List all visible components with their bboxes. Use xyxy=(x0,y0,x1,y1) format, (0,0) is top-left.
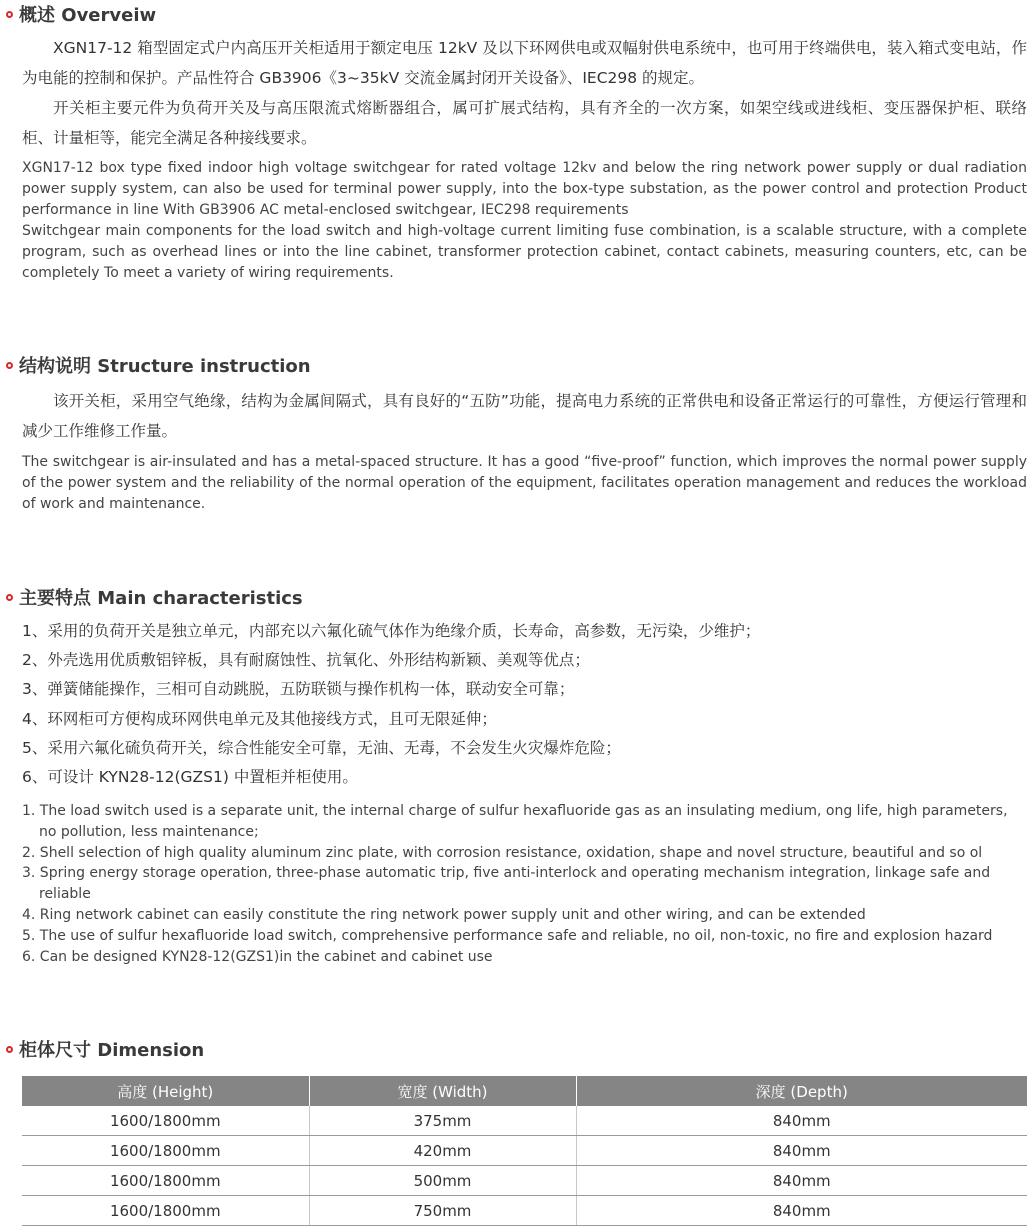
circle-bullet-icon xyxy=(6,594,13,601)
structure-en-paragraph: The switchgear is air-insulated and has a metal-spaced structure. It has a good “five-proof” function, which improves the normal power supply of the power system and the reliability of the normal operation of the equipment, facilitates operation management and reduces the workload of work and maintenance. xyxy=(22,454,1027,512)
cell-height: 1600/1800mm xyxy=(22,1106,309,1136)
dimension-heading-text: 柜体尺寸 Dimension xyxy=(19,1040,205,1061)
cell-width: 375mm xyxy=(309,1106,576,1136)
structure-zh-text xyxy=(22,386,1027,446)
table-row xyxy=(22,1166,1027,1196)
cell-depth: 840mm xyxy=(576,1136,1027,1166)
overview-heading xyxy=(6,1,156,27)
cell-height: 1600/1800mm xyxy=(22,1166,309,1196)
circle-bullet-icon xyxy=(6,1046,13,1053)
cell-height: 1600/1800mm xyxy=(22,1196,309,1226)
cell-width: 420mm xyxy=(309,1136,576,1166)
cell-height: 1600/1800mm xyxy=(22,1136,309,1166)
circle-bullet-icon xyxy=(6,362,13,369)
list-item: 6、可设计 KYN28-12(GZS1) 中置柜并柜使用。 xyxy=(22,768,358,787)
overview-zh-paragraph: 开关柜主要元件为负荷开关及与高压限流式熔断器组合，属可扩展式结构，具有齐全的一次方案，如架空线或进线柜、变压器保护柜、联络柜、计量柜等，能完全满足各种接线要求。 xyxy=(22,99,1027,147)
table-row xyxy=(22,1136,1027,1166)
overview-en-text xyxy=(22,158,1027,284)
cell-depth: 840mm xyxy=(576,1106,1027,1136)
characteristics-heading xyxy=(6,584,303,610)
list-item: 3. Spring energy storage operation, three-phase automatic trip, five anti-interlock and operating mechanism integration, linkage safe and reliable xyxy=(22,865,991,903)
list-item: 2. Shell selection of high quality aluminum zinc plate, with corrosion resistance, oxidation, shape and novel structure, beautiful and so ol xyxy=(22,844,983,861)
overview-en-paragraph: Switchgear main components for the load switch and high-voltage current limiting fuse combination, is a scalable structure, with a complete program, such as overhead lines or into the line cabinet, transformer protection cabinet, contact cabinets, measuring counters, etc, can be completely To meet a variety of wiring requirements. xyxy=(22,223,1027,281)
list-item: 3、弹簧储能操作，三相可自动跳脱，五防联锁与操作机构一体，联动安全可靠； xyxy=(22,680,575,699)
overview-zh-paragraph: XGN17-12 箱型固定式户内高压开关柜适用于额定电压 12kV 及以下环网供电或双幅射供电系统中，也可用于终端供电，装入箱式变电站，作为电能的控制和保护。产品性符合 GB3906《3~35kV 交流金属封闭开关设备》、IEC298 的规定。 xyxy=(22,39,1027,87)
cell-width: 500mm xyxy=(309,1166,576,1196)
column-header-depth: 深度 (Depth) xyxy=(576,1076,1027,1106)
list-item: 4、环网柜可方便构成环网供电单元及其他接线方式，且可无限延伸； xyxy=(22,709,497,728)
list-item: 6. Can be designed KYN28-12(GZS1)in the cabinet and cabinet use xyxy=(22,948,493,965)
dimension-heading xyxy=(6,1036,204,1062)
structure-heading-text: 结构说明 Structure instruction xyxy=(19,356,311,377)
list-item: 2、外壳选用优质敷铝锌板，具有耐腐蚀性、抗氧化、外形结构新颖、美观等优点； xyxy=(22,651,590,670)
column-header-height: 高度 (Height) xyxy=(22,1076,309,1106)
characteristics-heading-text: 主要特点 Main characteristics xyxy=(19,588,303,609)
column-header-width: 宽度 (Width) xyxy=(309,1076,576,1106)
cell-depth: 840mm xyxy=(576,1166,1027,1196)
structure-zh-paragraph: 该开关柜，采用空气绝缘，结构为金属间隔式，具有良好的“五防”功能，提高电力系统的正常供电和设备正常运行的可靠性，方便运行管理和减少工作维修工作量。 xyxy=(22,392,1027,440)
structure-en-text xyxy=(22,452,1027,515)
table-row xyxy=(22,1106,1027,1136)
list-item: 5. The use of sulfur hexafluoride load switch, comprehensive performance safe and reliable, no oil, non-toxic, no fire and explosion hazard xyxy=(22,927,993,944)
characteristics-zh-list xyxy=(22,617,1027,792)
overview-zh-text xyxy=(22,33,1027,153)
circle-bullet-icon xyxy=(6,11,13,18)
list-item: 1. The load switch used is a separate unit, the internal charge of sulfur hexafluoride gas as an insulating medium, ong life, high parameters, no pollution, less maintenance; xyxy=(22,803,1008,840)
cell-width: 750mm xyxy=(309,1196,576,1226)
list-item: 5、采用六氟化硫负荷开关，综合性能安全可靠，无油、无毒，不会发生火灾爆炸危险； xyxy=(22,738,621,757)
table-row xyxy=(22,1196,1027,1226)
table-header-row xyxy=(22,1076,1027,1106)
overview-en-paragraph: XGN17-12 box type fixed indoor high voltage switchgear for rated voltage 12kv and below the ring network power supply or dual radiation power supply system, can also be used for terminal power supply, into the box-type substation, as the power control and protection Product performance in line With GB3906 AC metal-enclosed switchgear, IEC298 requirements xyxy=(22,160,1027,218)
list-item: 4. Ring network cabinet can easily constitute the ring network power supply unit and other wiring, and can be extended xyxy=(22,906,866,923)
dimension-table xyxy=(22,1076,1027,1226)
characteristics-en-list xyxy=(22,801,1027,967)
structure-heading xyxy=(6,352,311,378)
overview-heading-text: 概述 Overveiw xyxy=(19,5,157,26)
list-item: 1、采用的负荷开关是独立单元，内部充以六氟化硫气体作为绝缘介质，长寿命，高参数，无污染，少维护； xyxy=(22,622,761,640)
cell-depth: 840mm xyxy=(576,1196,1027,1226)
